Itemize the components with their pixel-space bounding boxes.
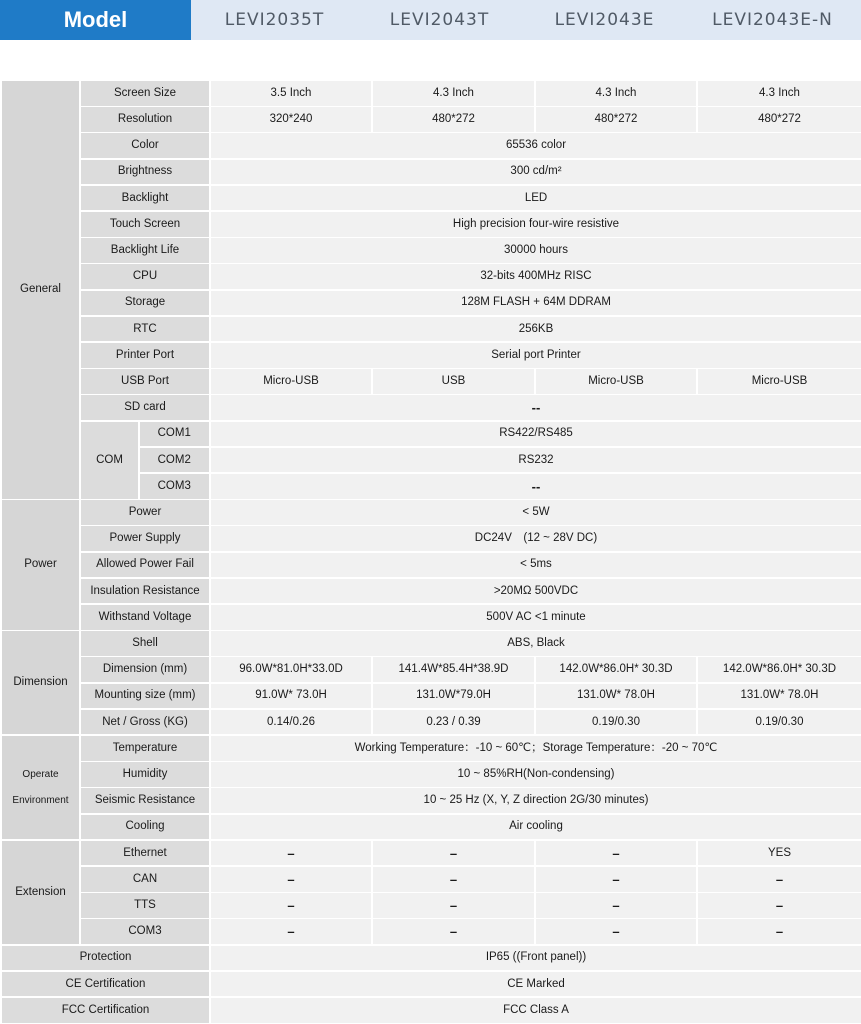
spec-value: 128M FLASH + 64M DDRAM — [211, 291, 861, 316]
spec-label: TTS — [81, 893, 209, 918]
spec-value: -- — [211, 474, 861, 499]
spec-label: Insulation Resistance — [81, 579, 209, 604]
spec-value: – — [536, 867, 696, 892]
spec-value: CE Marked — [211, 972, 861, 997]
spec-value: RS422/RS485 — [211, 422, 861, 447]
spec-value: – — [698, 893, 861, 918]
spec-value: 0.23 / 0.39 — [373, 710, 534, 735]
spec-value: Micro-USB — [698, 369, 861, 394]
spec-value: – — [373, 919, 534, 944]
spec-label: COM3 — [140, 474, 210, 499]
spec-value: 142.0W*86.0H* 30.3D — [536, 657, 696, 682]
spec-value: – — [211, 841, 371, 866]
spec-value: 141.4W*85.4H*38.9D — [373, 657, 534, 682]
spec-value: 32-bits 400MHz RISC — [211, 264, 861, 289]
spec-value: – — [698, 919, 861, 944]
spec-value: 30000 hours — [211, 238, 861, 263]
spec-label: SD card — [81, 395, 209, 420]
spec-value: 142.0W*86.0H* 30.3D — [698, 657, 861, 682]
spec-value: 96.0W*81.0H*33.0D — [211, 657, 371, 682]
spec-label: Power Supply — [81, 526, 209, 551]
spec-value: – — [536, 893, 696, 918]
group-label: Dimension — [2, 631, 79, 734]
spec-label: Screen Size — [81, 81, 209, 106]
spec-value: 0.14/0.26 — [211, 710, 371, 735]
spec-value: IP65 ((Front panel)) — [211, 946, 861, 971]
spec-value: Working Temperature：-10 ~ 60℃；Storage Temperature：-20 ~ 70℃ — [211, 736, 861, 761]
spec-value: -- — [211, 395, 861, 420]
spec-value: 300 cd/m² — [211, 160, 861, 185]
spec-value: – — [536, 919, 696, 944]
spec-value: 0.19/0.30 — [698, 710, 861, 735]
spec-value: 10 ~ 85%RH(Non-condensing) — [211, 762, 861, 787]
group-label: Operate Environment — [2, 736, 79, 839]
spec-label: Withstand Voltage — [81, 605, 209, 630]
spec-value: YES — [698, 841, 861, 866]
spec-label: Mounting size (mm) — [81, 684, 209, 709]
model-name-4: LEVI2043E-N — [712, 10, 833, 30]
spec-label: COM2 — [140, 448, 210, 473]
spec-value: Serial port Printer — [211, 343, 861, 368]
spec-value: >20MΩ 500VDC — [211, 579, 861, 604]
spec-label: FCC Certification — [2, 998, 209, 1023]
spec-label: Printer Port — [81, 343, 209, 368]
spec-label: CPU — [81, 264, 209, 289]
spec-value: – — [211, 893, 371, 918]
spec-value: 480*272 — [536, 107, 696, 132]
spec-label: Power — [81, 500, 209, 525]
group-label: Power — [2, 500, 79, 630]
spec-label: USB Port — [81, 369, 209, 394]
model-name-2: LEVI2043T — [389, 10, 490, 30]
spec-value: 256KB — [211, 317, 861, 342]
spec-label: Protection — [2, 946, 209, 971]
spec-label: COM1 — [140, 422, 210, 447]
spec-label: Backlight — [81, 186, 209, 211]
spec-value: 65536 color — [211, 133, 861, 158]
model-name-1: LEVI2035T — [224, 10, 325, 30]
spec-label: Color — [81, 133, 209, 158]
spec-value: ABS, Black — [211, 631, 861, 656]
spec-value: 320*240 — [211, 107, 371, 132]
spec-value: 10 ~ 25 Hz (X, Y, Z direction 2G/30 minutes) — [211, 788, 861, 813]
spec-value: FCC Class A — [211, 998, 861, 1023]
spec-value: Micro-USB — [211, 369, 371, 394]
model-name-3: LEVI2043E — [554, 10, 655, 30]
group-label: General — [2, 81, 79, 499]
spec-value: Air cooling — [211, 815, 861, 840]
spec-label: Touch Screen — [81, 212, 209, 237]
spec-label: Backlight Life — [81, 238, 209, 263]
spec-label: Storage — [81, 291, 209, 316]
spec-value: Micro-USB — [536, 369, 696, 394]
spec-value: 4.3 Inch — [373, 81, 534, 106]
spec-value: – — [373, 841, 534, 866]
spec-value: – — [698, 867, 861, 892]
spec-label: CAN — [81, 867, 209, 892]
spec-value: < 5ms — [211, 553, 861, 578]
spec-value: High precision four-wire resistive — [211, 212, 861, 237]
spec-value: – — [373, 893, 534, 918]
spec-label: Allowed Power Fail — [81, 553, 209, 578]
spec-value: 3.5 Inch — [211, 81, 371, 106]
spec-value: 500V AC <1 minute — [211, 605, 861, 630]
spec-label: Humidity — [81, 762, 209, 787]
spec-value: RS232 — [211, 448, 861, 473]
spec-value: < 5W — [211, 500, 861, 525]
spec-value: – — [211, 867, 371, 892]
spec-label: Dimension (mm) — [81, 657, 209, 682]
model-header — [0, 0, 861, 40]
spec-label: Ethernet — [81, 841, 209, 866]
spec-label: Cooling — [81, 815, 209, 840]
spec-value: – — [373, 867, 534, 892]
spec-value: 131.0W* 78.0H — [698, 684, 861, 709]
spec-label: Temperature — [81, 736, 209, 761]
spec-label: Shell — [81, 631, 209, 656]
spec-value: USB — [373, 369, 534, 394]
spec-label: CE Certification — [2, 972, 209, 997]
subgroup-label: COM — [81, 422, 138, 499]
spec-value: 4.3 Inch — [698, 81, 861, 106]
spec-value: DC24V (12 ~ 28V DC) — [211, 526, 861, 551]
spec-value: – — [211, 919, 371, 944]
spec-label: COM3 — [81, 919, 209, 944]
spec-label: Seismic Resistance — [81, 788, 209, 813]
spec-value: 0.19/0.30 — [536, 710, 696, 735]
spec-label: Brightness — [81, 160, 209, 185]
group-label: Extension — [2, 841, 79, 944]
spec-value: 480*272 — [373, 107, 534, 132]
spec-value: LED — [211, 186, 861, 211]
spec-value: – — [536, 841, 696, 866]
model-label: Model — [0, 0, 191, 40]
spec-label: Resolution — [81, 107, 209, 132]
spec-value: 480*272 — [698, 107, 861, 132]
spec-table — [0, 81, 861, 1024]
spec-value: 131.0W* 78.0H — [536, 684, 696, 709]
spec-value: 4.3 Inch — [536, 81, 696, 106]
spec-label: Net / Gross (KG) — [81, 710, 209, 735]
spec-value: 91.0W* 73.0H — [211, 684, 371, 709]
spec-value: 131.0W*79.0H — [373, 684, 534, 709]
spec-label: RTC — [81, 317, 209, 342]
